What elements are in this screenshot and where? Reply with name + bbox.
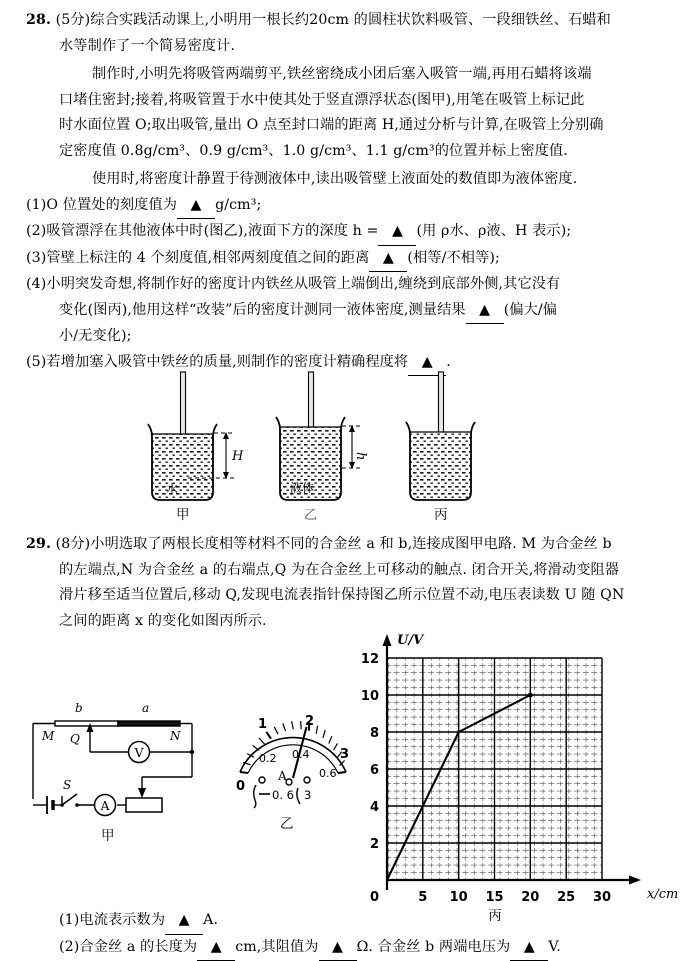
x-tick-10: 10 bbox=[450, 890, 468, 905]
x-tick-20: 20 bbox=[521, 890, 539, 905]
label-N: N bbox=[169, 729, 181, 743]
terminal-minus[interactable] bbox=[259, 777, 265, 783]
y-axis-label: U/V bbox=[397, 633, 425, 648]
y-tick-2: 2 bbox=[370, 837, 379, 852]
x-tick-25: 25 bbox=[557, 890, 575, 905]
q28-para3: 使用时,将密度计静置于待测液体中,读出吸管壁上液面处的数值即为液体密度. bbox=[26, 167, 676, 193]
y-tick-labels bbox=[361, 652, 379, 905]
graph-caption: 丙 bbox=[488, 908, 502, 924]
dimension-label-h: h bbox=[353, 452, 368, 460]
data-end-point bbox=[528, 693, 533, 698]
terminal-label-3: 3 bbox=[304, 788, 311, 802]
terminal-label-0.6: 0. 6 bbox=[272, 788, 294, 802]
y-tick-4: 4 bbox=[370, 800, 379, 815]
q28-item-5: (5)若增加塞入吸管中铁丝的质量,则制作的密度计精确程度将 ▲ . bbox=[26, 350, 676, 377]
question-29 bbox=[26, 532, 676, 634]
answer-blank[interactable]: ▲ bbox=[319, 935, 357, 961]
y-tick-0: 0 bbox=[370, 890, 379, 905]
voltmeter-label: V bbox=[134, 745, 145, 760]
x-tick-30: 30 bbox=[593, 890, 611, 905]
answer-blank[interactable]: ▲ bbox=[177, 193, 215, 220]
y-tick-6: 6 bbox=[370, 763, 379, 778]
q28-line-1 bbox=[26, 8, 676, 34]
label-a: a bbox=[142, 701, 149, 715]
circuit-diagram bbox=[22, 690, 237, 850]
alloy-wire-b bbox=[55, 721, 118, 726]
ammeter-unit-symbol: A bbox=[277, 769, 287, 783]
question-28 bbox=[26, 8, 676, 376]
answer-blank[interactable]: ▲ bbox=[408, 350, 446, 377]
beaker-caption-yi: 乙 bbox=[304, 508, 317, 523]
y-tick-8: 8 bbox=[370, 726, 379, 741]
alloy-wire-a bbox=[118, 721, 180, 726]
x-tick-15: 15 bbox=[485, 890, 503, 905]
beaker-figures bbox=[140, 372, 540, 522]
label-Q: Q bbox=[70, 732, 80, 746]
liquid-label-water: 水 bbox=[166, 481, 178, 496]
q28-line-2: 水等制作了一个简易密度计. bbox=[26, 34, 676, 60]
q29-item-2: (2)合金丝 a 的长度为 ▲ cm,其阻值为 ▲ Ω. 合金丝 b 两端电压为 ▲ V. bbox=[26, 935, 676, 961]
x-tick-labels bbox=[418, 890, 611, 905]
q28-item-2: (2)吸管漂浮在其他液体中时(图乙),液面下方的深度 h = ▲ (用 ρ水、ρ液、H 表示); bbox=[26, 219, 676, 246]
beaker-bing bbox=[406, 372, 475, 523]
ammeter-dial bbox=[228, 700, 358, 860]
terminal-3[interactable] bbox=[304, 777, 310, 783]
q28-number: 28. bbox=[26, 12, 51, 28]
q28-item-4a: (4)小明突发奇想,将制作好的密度计内铁丝从吸管上端倒出,缠绕到底部外侧,其它没有 bbox=[26, 272, 676, 298]
ammeter-dial-svg bbox=[228, 700, 358, 860]
answer-blank[interactable]: ▲ bbox=[197, 935, 235, 961]
q29-number: 29. bbox=[26, 536, 51, 552]
y-axis-arrow bbox=[383, 634, 392, 646]
question-29-items bbox=[26, 908, 676, 961]
water-fill bbox=[152, 434, 213, 500]
x-axis-label: x/cm bbox=[647, 887, 678, 902]
dimension-label-H: H bbox=[231, 449, 244, 464]
q28-para2-line-4: 定密度值 0.8g/cm³、0.9 g/cm³、1.0 g/cm³、1.1 g/cm³的位置并标上密度值. bbox=[26, 139, 676, 165]
q29-line-4: 之间的距离 x 的变化如图丙所示. bbox=[26, 609, 676, 635]
label-b: b bbox=[75, 701, 83, 715]
circuit-caption: 甲 bbox=[101, 828, 115, 844]
q29-line-3: 滑片移至适当位置后,移动 Q,发现电流表指针保持图乙所示位置不动,电压表读数 U 随 QN bbox=[26, 583, 676, 609]
rheostat-slider-arrow[interactable] bbox=[138, 788, 146, 798]
answer-blank[interactable]: ▲ bbox=[510, 935, 548, 961]
q28-item-3: (3)管壁上标注的 4 个刻度值,相邻两刻度值之间的距离 ▲ (相等/不相等); bbox=[26, 246, 676, 273]
dial-inner-tick-0.4: 0.4 bbox=[292, 748, 310, 761]
beaker-yi bbox=[276, 372, 368, 523]
q28-text-1: 综合实践活动课上,小明用一根长约20cm 的圆柱状饮料吸管、一段细铁丝、石蜡和 bbox=[90, 12, 611, 28]
beaker-diagrams-svg bbox=[140, 372, 540, 522]
q28-para2-line-3: 时水面位置 O;取出吸管,量出 O 点至封口端的距离 H,通过分析与计算,在吸管上分别确 bbox=[26, 113, 676, 139]
dial-inner-tick-0.6: 0.6 bbox=[319, 767, 337, 780]
dial-tick-1: 1 bbox=[258, 717, 267, 732]
q29-item-1: (1)电流表示数为 ▲ A. bbox=[26, 908, 676, 935]
q28-marks: (5分) bbox=[56, 12, 91, 28]
circuit-svg bbox=[22, 690, 237, 850]
ammeter-caption: 乙 bbox=[280, 816, 294, 832]
answer-blank[interactable]: ▲ bbox=[466, 298, 504, 325]
x-axis-arrow bbox=[629, 876, 641, 885]
dial-ticks bbox=[240, 721, 346, 773]
label-M: M bbox=[41, 729, 55, 743]
q28-item-4b: 变化(图丙),他用这样“改装”后的密度计测同一液体密度,测量结果 ▲ (偏大/偏 bbox=[26, 298, 676, 325]
liquid-label-liquid: 液体 bbox=[290, 480, 314, 495]
q28-para2-line-1: 制作时,小明先将吸管两端剪平,铁丝密绕成小团后塞入吸管一端,再用石蜡将该端 bbox=[26, 62, 676, 88]
dial-tick-0: 0 bbox=[236, 779, 245, 794]
dial-tick-2: 2 bbox=[305, 714, 314, 729]
answer-blank[interactable]: ▲ bbox=[369, 246, 407, 273]
q29-line-2: 的左端点,N 为合金丝 a 的右端点,Q 为在合金丝上可移动的触点. 闭合开关,将滑动变阻器 bbox=[26, 558, 676, 584]
ammeter-label: A bbox=[100, 798, 111, 813]
dial-inner-tick-0.2: 0.2 bbox=[259, 752, 277, 765]
graph-bing bbox=[345, 628, 685, 918]
liquid-fill bbox=[410, 432, 471, 500]
switch-blade[interactable] bbox=[62, 794, 77, 805]
y-tick-12: 12 bbox=[361, 652, 379, 667]
q29-marks: (8分) bbox=[56, 536, 91, 552]
rheostat[interactable] bbox=[126, 798, 162, 812]
x-tick-5: 5 bbox=[418, 890, 427, 905]
beaker-jia bbox=[148, 372, 244, 523]
q29-line-1: 29. (8分)小明选取了两根长度相等材料不同的合金丝 a 和 b,连接成图甲电路. M 为合金丝 b bbox=[26, 532, 676, 558]
graph-svg bbox=[345, 628, 685, 918]
y-tick-10: 10 bbox=[361, 689, 379, 704]
label-S: S bbox=[63, 778, 71, 792]
answer-blank[interactable]: ▲ bbox=[378, 219, 416, 246]
answer-blank[interactable]: ▲ bbox=[165, 908, 203, 935]
beaker-caption-jia: 甲 bbox=[176, 507, 190, 523]
dial-tick-3: 3 bbox=[340, 747, 349, 762]
q28-item-4c: 小/无变化); bbox=[26, 324, 676, 350]
q28-para2-line-2: 口堵住密封;接着,将吸管置于水中使其处于竖直漂浮状态(图甲),用笔在吸管上标记此 bbox=[26, 88, 676, 114]
terminal-0.6[interactable] bbox=[286, 779, 292, 785]
q28-item-1: (1)O 位置处的刻度值为 ▲ g/cm³; bbox=[26, 193, 676, 220]
beaker-caption-bing: 丙 bbox=[434, 507, 448, 523]
